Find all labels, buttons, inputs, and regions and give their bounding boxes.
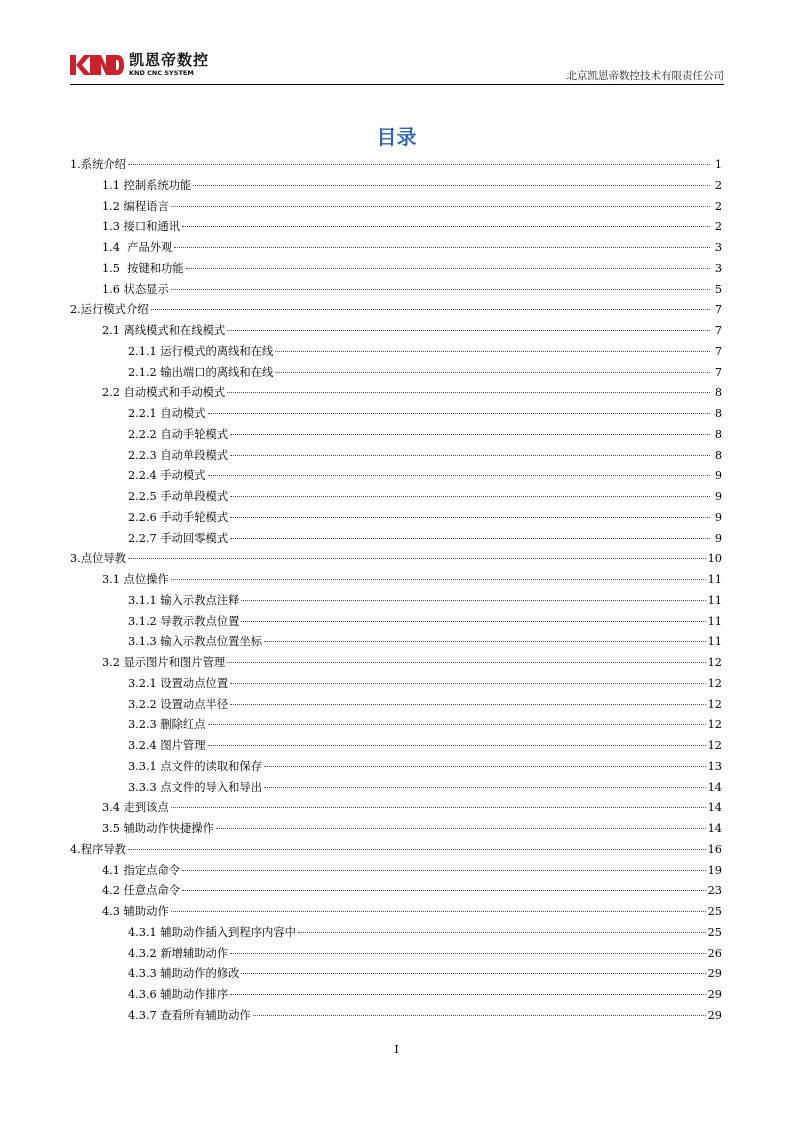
toc-dot-leader — [241, 972, 705, 974]
toc-entry[interactable] — [70, 342, 722, 363]
toc-entry[interactable] — [70, 300, 722, 321]
toc-dot-leader — [208, 723, 706, 725]
toc-entry-page: 10 — [707, 552, 722, 566]
toc-entry-title: 4.3.3 辅助动作的修改 — [128, 967, 240, 981]
toc-dot-leader — [227, 329, 710, 331]
toc-entry-title: 3.3.1 点文件的读取和保存 — [128, 759, 263, 773]
toc-entry[interactable] — [70, 612, 722, 633]
toc-dot-leader — [230, 993, 706, 995]
toc-entry-title: 2.2.4 手动模式 — [128, 469, 206, 483]
knd-logo-icon — [70, 54, 124, 76]
toc-entry-page: 2 — [714, 199, 722, 213]
toc-entry-title: 3.2.1 设置动点位置 — [128, 676, 229, 690]
toc-entry-title: 4.3.7 查看所有辅助动作 — [128, 1008, 251, 1022]
logo-english-name: KND CNC SYSTEM — [129, 69, 194, 77]
toc-entry-page: 11 — [707, 573, 722, 586]
toc-entry-page: 12 — [707, 697, 722, 711]
toc-entry-title: 3.1 点位操作 — [102, 573, 169, 586]
toc-entry[interactable] — [70, 695, 722, 716]
toc-entry-title: 2.运行模式介绍 — [70, 303, 149, 317]
toc-title: 目录 — [376, 125, 417, 149]
toc-entry[interactable] — [70, 964, 722, 985]
toc-dot-leader — [230, 516, 710, 518]
toc-entry[interactable] — [70, 923, 722, 944]
toc-entry-title: 1.系统介绍 — [70, 158, 126, 171]
toc-entry-page: 9 — [714, 490, 722, 503]
toc-dot-leader — [186, 267, 710, 269]
toc-entry-page: 11 — [707, 635, 722, 649]
toc-entry-page: 11 — [707, 614, 722, 628]
toc-entry-title: 4.3 辅助动作 — [102, 905, 169, 918]
toc-dot-leader — [182, 889, 706, 891]
toc-entry[interactable] — [70, 404, 722, 425]
toc-entry[interactable] — [70, 529, 722, 550]
toc-entry[interactable] — [70, 1006, 722, 1027]
toc-entry-title: 2.2.5 手动单段模式 — [128, 490, 229, 503]
toc-entry-title: 4.2 任意点命令 — [102, 884, 181, 898]
toc-entry-title: 1.1 控制系统功能 — [102, 178, 192, 192]
toc-entry-page: 8 — [714, 386, 722, 400]
toc-entry-title: 3.点位导教 — [70, 552, 126, 566]
header-divider — [70, 84, 724, 85]
toc-dot-leader — [230, 537, 710, 539]
toc-entry-title: 4.3.6 辅助动作排序 — [128, 988, 229, 1001]
toc-entry-page: 14 — [707, 822, 722, 835]
toc-entry-title: 1.3 接口和通讯 — [102, 220, 181, 234]
toc-dot-leader — [230, 703, 706, 705]
toc-dot-leader — [208, 744, 706, 746]
toc-dot-leader — [128, 557, 706, 559]
toc-entry-title: 2.1.2 输出端口的离线和在线 — [128, 365, 274, 379]
toc-entry-title: 2.2.1 自动模式 — [128, 407, 206, 420]
toc-entry-title: 3.3.3 点文件的导入和导出 — [128, 780, 263, 794]
toc-entry[interactable] — [70, 653, 722, 674]
toc-dot-leader — [264, 786, 706, 788]
toc-dot-leader — [174, 246, 710, 248]
toc-entry[interactable] — [70, 425, 722, 446]
toc-entry-title: 2.1 离线模式和在线模式 — [102, 324, 226, 337]
toc-entry-title: 4.3.1 辅助动作插入到程序内容中 — [128, 925, 296, 939]
toc-entry-title: 3.5 辅助动作快捷操作 — [102, 822, 214, 835]
toc-entry-page: 25 — [707, 905, 722, 918]
toc-entry-title: 3.1.2 导教示教点位置 — [128, 614, 240, 628]
toc-entry[interactable] — [70, 217, 722, 238]
toc-entry-page: 3 — [714, 261, 722, 275]
toc-dot-leader — [264, 640, 706, 642]
toc-entry[interactable] — [70, 840, 722, 861]
toc-entry[interactable] — [70, 715, 722, 736]
toc-entry-page: 11 — [707, 593, 722, 607]
logo-text — [129, 53, 209, 77]
toc-entry[interactable] — [70, 197, 722, 218]
toc-dot-leader — [182, 225, 710, 227]
toc-dot-leader — [227, 661, 705, 663]
toc-entry-title: 1.6 状态显示 — [102, 282, 169, 296]
toc-dot-leader — [216, 827, 706, 829]
toc-entry[interactable] — [70, 570, 722, 591]
toc-entry[interactable] — [70, 383, 722, 404]
toc-entry-page: 9 — [714, 531, 722, 545]
toc-entry-page: 8 — [714, 407, 722, 420]
toc-entry-page: 7 — [714, 324, 722, 337]
page-number: I — [394, 1042, 399, 1056]
toc-dot-leader — [275, 350, 710, 352]
toc-entry-page: 7 — [714, 365, 722, 379]
toc-entry[interactable] — [70, 466, 722, 487]
toc-entry-page: 26 — [707, 946, 722, 960]
toc-dot-leader — [264, 765, 706, 767]
toc-entry-title: 3.2.3 删除红点 — [128, 718, 206, 732]
toc-entry[interactable] — [70, 778, 722, 799]
toc-entry[interactable] — [70, 944, 722, 965]
toc-dot-leader — [208, 412, 710, 414]
toc-dot-leader — [182, 869, 706, 871]
toc-entry-page: 19 — [707, 863, 722, 877]
toc-entry-page: 14 — [707, 801, 722, 815]
toc-entry-page: 7 — [714, 344, 722, 358]
toc-entry[interactable] — [70, 176, 722, 197]
toc-entry-page: 23 — [707, 884, 722, 898]
toc-entry-title: 1.2 编程语言 — [102, 199, 169, 213]
toc-entry-title: 2.1.1 运行模式的离线和在线 — [128, 344, 274, 358]
toc-dot-leader — [171, 205, 710, 207]
logo-chinese-name: 凯恩帝数控 — [129, 51, 210, 69]
toc-entry-page: 12 — [707, 676, 722, 690]
toc-dot-leader — [230, 433, 710, 435]
toc-entry[interactable] — [70, 508, 722, 529]
toc-entry-title: 4.程序导教 — [70, 842, 126, 856]
toc-entry-page: 8 — [714, 427, 722, 441]
toc-entry[interactable] — [70, 819, 722, 840]
toc-dot-leader — [128, 163, 710, 165]
toc-entry-title: 2.2.7 手动回零模式 — [128, 531, 229, 545]
toc-dot-leader — [275, 371, 710, 373]
toc-entry-title: 2.2.3 自动单段模式 — [128, 448, 229, 462]
toc-entry[interactable] — [70, 902, 722, 923]
toc-entry-page: 9 — [714, 469, 722, 483]
toc-dot-leader — [230, 682, 706, 684]
toc-entry-title: 3.2.2 设置动点半径 — [128, 697, 229, 711]
toc-entry-page: 1 — [714, 158, 722, 171]
toc-entry-title: 3.1.3 输入示教点位置坐标 — [128, 635, 263, 649]
toc-entry-title: 2.2 自动模式和手动模式 — [102, 386, 226, 400]
page-header — [70, 53, 724, 85]
toc-dot-leader — [241, 599, 705, 601]
toc-entry-page: 12 — [707, 656, 722, 669]
toc-entry-title: 1.4 产品外观 — [102, 241, 173, 254]
toc-entry[interactable] — [70, 985, 722, 1006]
toc-entry[interactable] — [70, 861, 722, 882]
toc-entry-title: 3.2.4 图片管理 — [128, 739, 206, 752]
toc-entry-title: 3.4 走到该点 — [102, 801, 169, 815]
toc-dot-leader — [128, 848, 706, 850]
toc-entry-page: 9 — [714, 510, 722, 524]
toc-entry[interactable] — [70, 798, 722, 819]
toc-entry[interactable] — [70, 674, 722, 695]
toc-dot-leader — [227, 391, 710, 393]
toc-entry-page: 29 — [707, 988, 722, 1001]
toc-entry-title: 4.1 指定点命令 — [102, 863, 181, 877]
toc-entry[interactable] — [70, 280, 722, 301]
toc-entry[interactable] — [70, 446, 722, 467]
toc-entry[interactable] — [70, 757, 722, 778]
toc-entry-title: 3.1.1 输入示教点注释 — [128, 593, 240, 607]
toc-entry-page: 25 — [707, 925, 722, 939]
toc-entry[interactable] — [70, 363, 722, 384]
toc-dot-leader — [230, 495, 710, 497]
toc-entry-page: 12 — [707, 739, 722, 752]
toc-entry-page: 13 — [707, 759, 722, 773]
company-logo — [70, 53, 209, 77]
toc-entry-page: 29 — [707, 967, 722, 981]
toc-entry-page: 2 — [714, 178, 722, 192]
toc-entry-page: 2 — [714, 220, 722, 234]
toc-entry[interactable] — [70, 632, 722, 653]
toc-entry[interactable] — [70, 155, 722, 176]
toc-entry-page: 29 — [707, 1008, 722, 1022]
toc-entry[interactable] — [70, 736, 722, 757]
toc-entry-title: 2.2.6 手动手轮模式 — [128, 510, 229, 524]
toc-dot-leader — [193, 184, 710, 186]
toc-dot-leader — [230, 952, 706, 954]
toc-entry-title: 1.5 按键和功能 — [102, 261, 184, 275]
toc-entry[interactable] — [70, 238, 722, 259]
toc-entry[interactable] — [70, 591, 722, 612]
toc-entry[interactable] — [70, 549, 722, 570]
toc-dot-leader — [151, 308, 710, 310]
toc-entry[interactable] — [70, 487, 722, 508]
toc-dot-leader — [230, 454, 710, 456]
toc-dot-leader — [171, 288, 710, 290]
toc-dot-leader — [171, 910, 706, 912]
toc-entry-page: 7 — [714, 303, 722, 317]
toc-entry-page: 16 — [707, 842, 722, 856]
toc-entry-page: 5 — [714, 282, 722, 296]
toc-dot-leader — [241, 620, 705, 622]
toc-entry-title: 3.2 显示图片和图片管理 — [102, 656, 226, 669]
toc-entry[interactable] — [70, 881, 722, 902]
company-name: 北京凯恩帝数控技术有限责任公司 — [566, 70, 724, 82]
toc-dot-leader — [171, 806, 706, 808]
toc-entry-page: 8 — [714, 448, 722, 462]
toc-dot-leader — [208, 474, 710, 476]
toc-entry-title: 4.3.2 新增辅助动作 — [128, 946, 229, 960]
toc-dot-leader — [298, 931, 706, 933]
table-of-contents — [70, 155, 722, 1027]
toc-entry[interactable] — [70, 259, 722, 280]
toc-entry-page: 14 — [707, 780, 722, 794]
toc-entry[interactable] — [70, 321, 722, 342]
toc-entry-page: 12 — [707, 718, 722, 732]
toc-entry-page: 3 — [714, 241, 722, 254]
toc-entry-title: 2.2.2 自动手轮模式 — [128, 427, 229, 441]
toc-dot-leader — [171, 578, 706, 580]
toc-dot-leader — [253, 1014, 706, 1016]
